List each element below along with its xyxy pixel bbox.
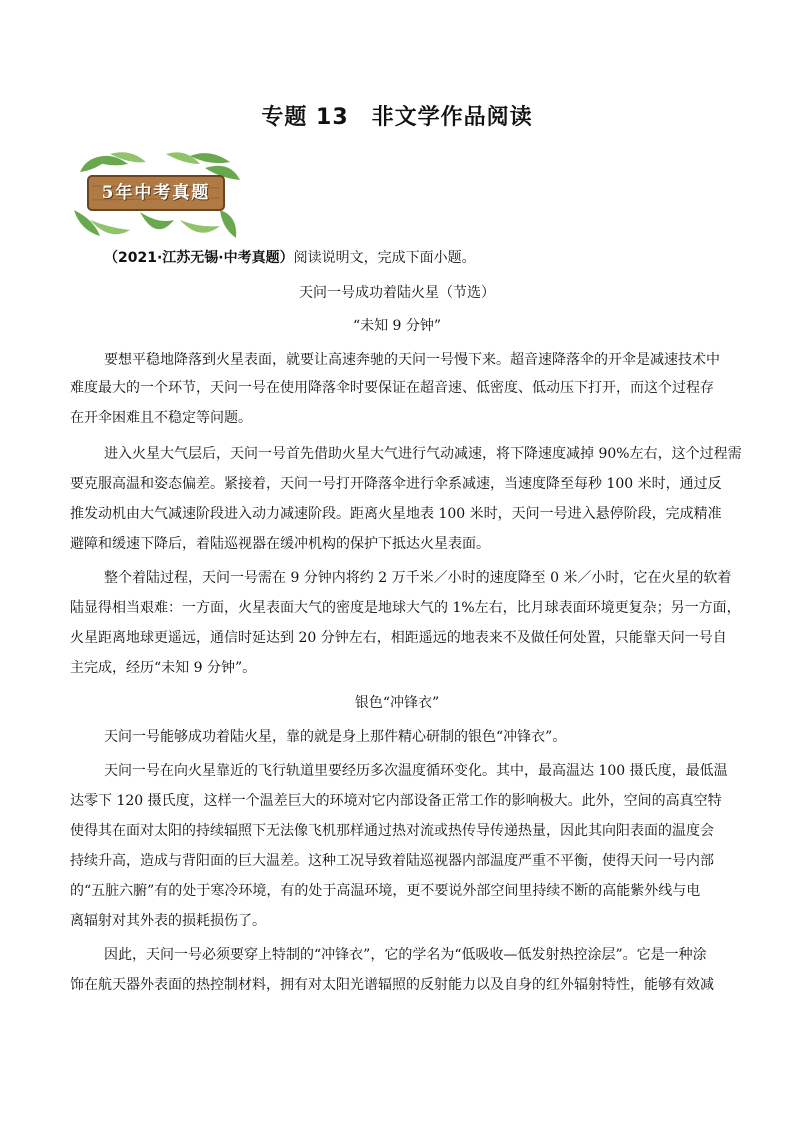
paragraph-line: 避障和缓速下降后，着陆巡视器在缓冲机构的保护下抵达火星表面。	[70, 536, 490, 552]
paragraph-line: 火星距离地球更遥远，通信时延达到 20 分钟左右，相距遥远的地表来不及做任何处置，只能靠天问一号自	[70, 630, 727, 646]
paragraph-line: 要克服高温和姿态偏差。紧接着，天问一号打开降落伞进行伞系减速，当速度降至每秒 100 米时，通过反	[70, 476, 722, 492]
paragraph-line: 主完成，经历“未知 9 分钟”。	[70, 660, 257, 676]
paragraph-line: 陆显得相当艰难：一方面，火星表面大气的密度是地球大气的 1%左右，比月球表面环境更复杂；另一方面，	[70, 600, 741, 616]
paragraph-line: 要想平稳地降落到火星表面，就要让高速奔驰的天问一号慢下来。超音速降落伞的开伞是减速技术中	[104, 352, 720, 368]
section-heading-1: “未知 9 分钟”	[352, 318, 442, 334]
question-intro	[104, 248, 764, 268]
question-source: （2021·江苏无锡·中考真题）	[104, 250, 294, 266]
paragraph-line: 进入火星大气层后，天问一号首先借助火星大气进行气动减速，将下降速度减掉 90%左右，这个过程需	[104, 446, 742, 462]
paragraph-line: 整个着陆过程，天问一号需在 9 分钟内将约 2 万千米／小时的速度降至 0 米／小时，它在火星的软着	[104, 570, 732, 586]
paragraph-line: 的“五脏六腑”有的处于寒冷环境，有的处于高温环境，更不要说外部空间里持续不断的高能紫外线与电	[70, 883, 701, 899]
paragraph-line: 推发动机由大气减速阶段进入动力减速阶段。距离火星地表 100 米时，天问一号进入悬停阶段，完成精准	[70, 506, 722, 522]
page-title: 专题 13 非文学作品阅读	[261, 105, 533, 130]
section-heading-2: 银色“冲锋衣”	[354, 695, 440, 711]
paragraph-line: 在开伞困难且不稳定等问题。	[70, 410, 252, 426]
badge-label: 5年中考真题	[101, 183, 211, 203]
paragraph-line: 天问一号能够成功着陆火星，靠的就是身上那件精心研制的银色“冲锋衣”。	[104, 729, 567, 745]
paragraph-line: 使得其在面对太阳的持续辐照下无法像飞机那样通过热对流或热传导传递热量，因此其向阳表面的温度会	[70, 823, 714, 839]
paragraph-line: 难度最大的一个环节，天问一号在使用降落伞时要保证在超音速、低密度、低动压下打开，而这个过程存	[70, 380, 714, 396]
paragraph-line: 持续升高，造成与背阳面的巨大温差。这种工况导致着陆巡视器内部温度严重不平衡，使得天问一号内部	[70, 853, 714, 869]
paragraph-line: 天问一号在向火星靠近的飞行轨道里要经历多次温度循环变化。其中，最高温达 100 摄氏度，最低温	[104, 763, 728, 779]
paragraph-line: 离辐射对其外表的损耗损伤了。	[70, 913, 266, 929]
article-title: 天问一号成功着陆火星（节选）	[299, 285, 495, 301]
question-instruction: 阅读说明文，完成下面小题。	[293, 250, 476, 266]
paragraph-line: 饰在航天器外表面的热控制材料，拥有对太阳光谱辐照的反射能力以及自身的红外辐射特性，能够有效减	[70, 977, 714, 993]
exam-badge	[70, 150, 242, 246]
paragraph-line: 因此，天问一号必须要穿上特制的“冲锋衣”，它的学名为“低吸收—低发射热控涂层”。它是一种涂	[104, 947, 707, 963]
paragraph-line: 达零下 120 摄氏度，这样一个温差巨大的环境对它内部设备正常工作的影响极大。此外，空间的高真空特	[70, 793, 722, 809]
